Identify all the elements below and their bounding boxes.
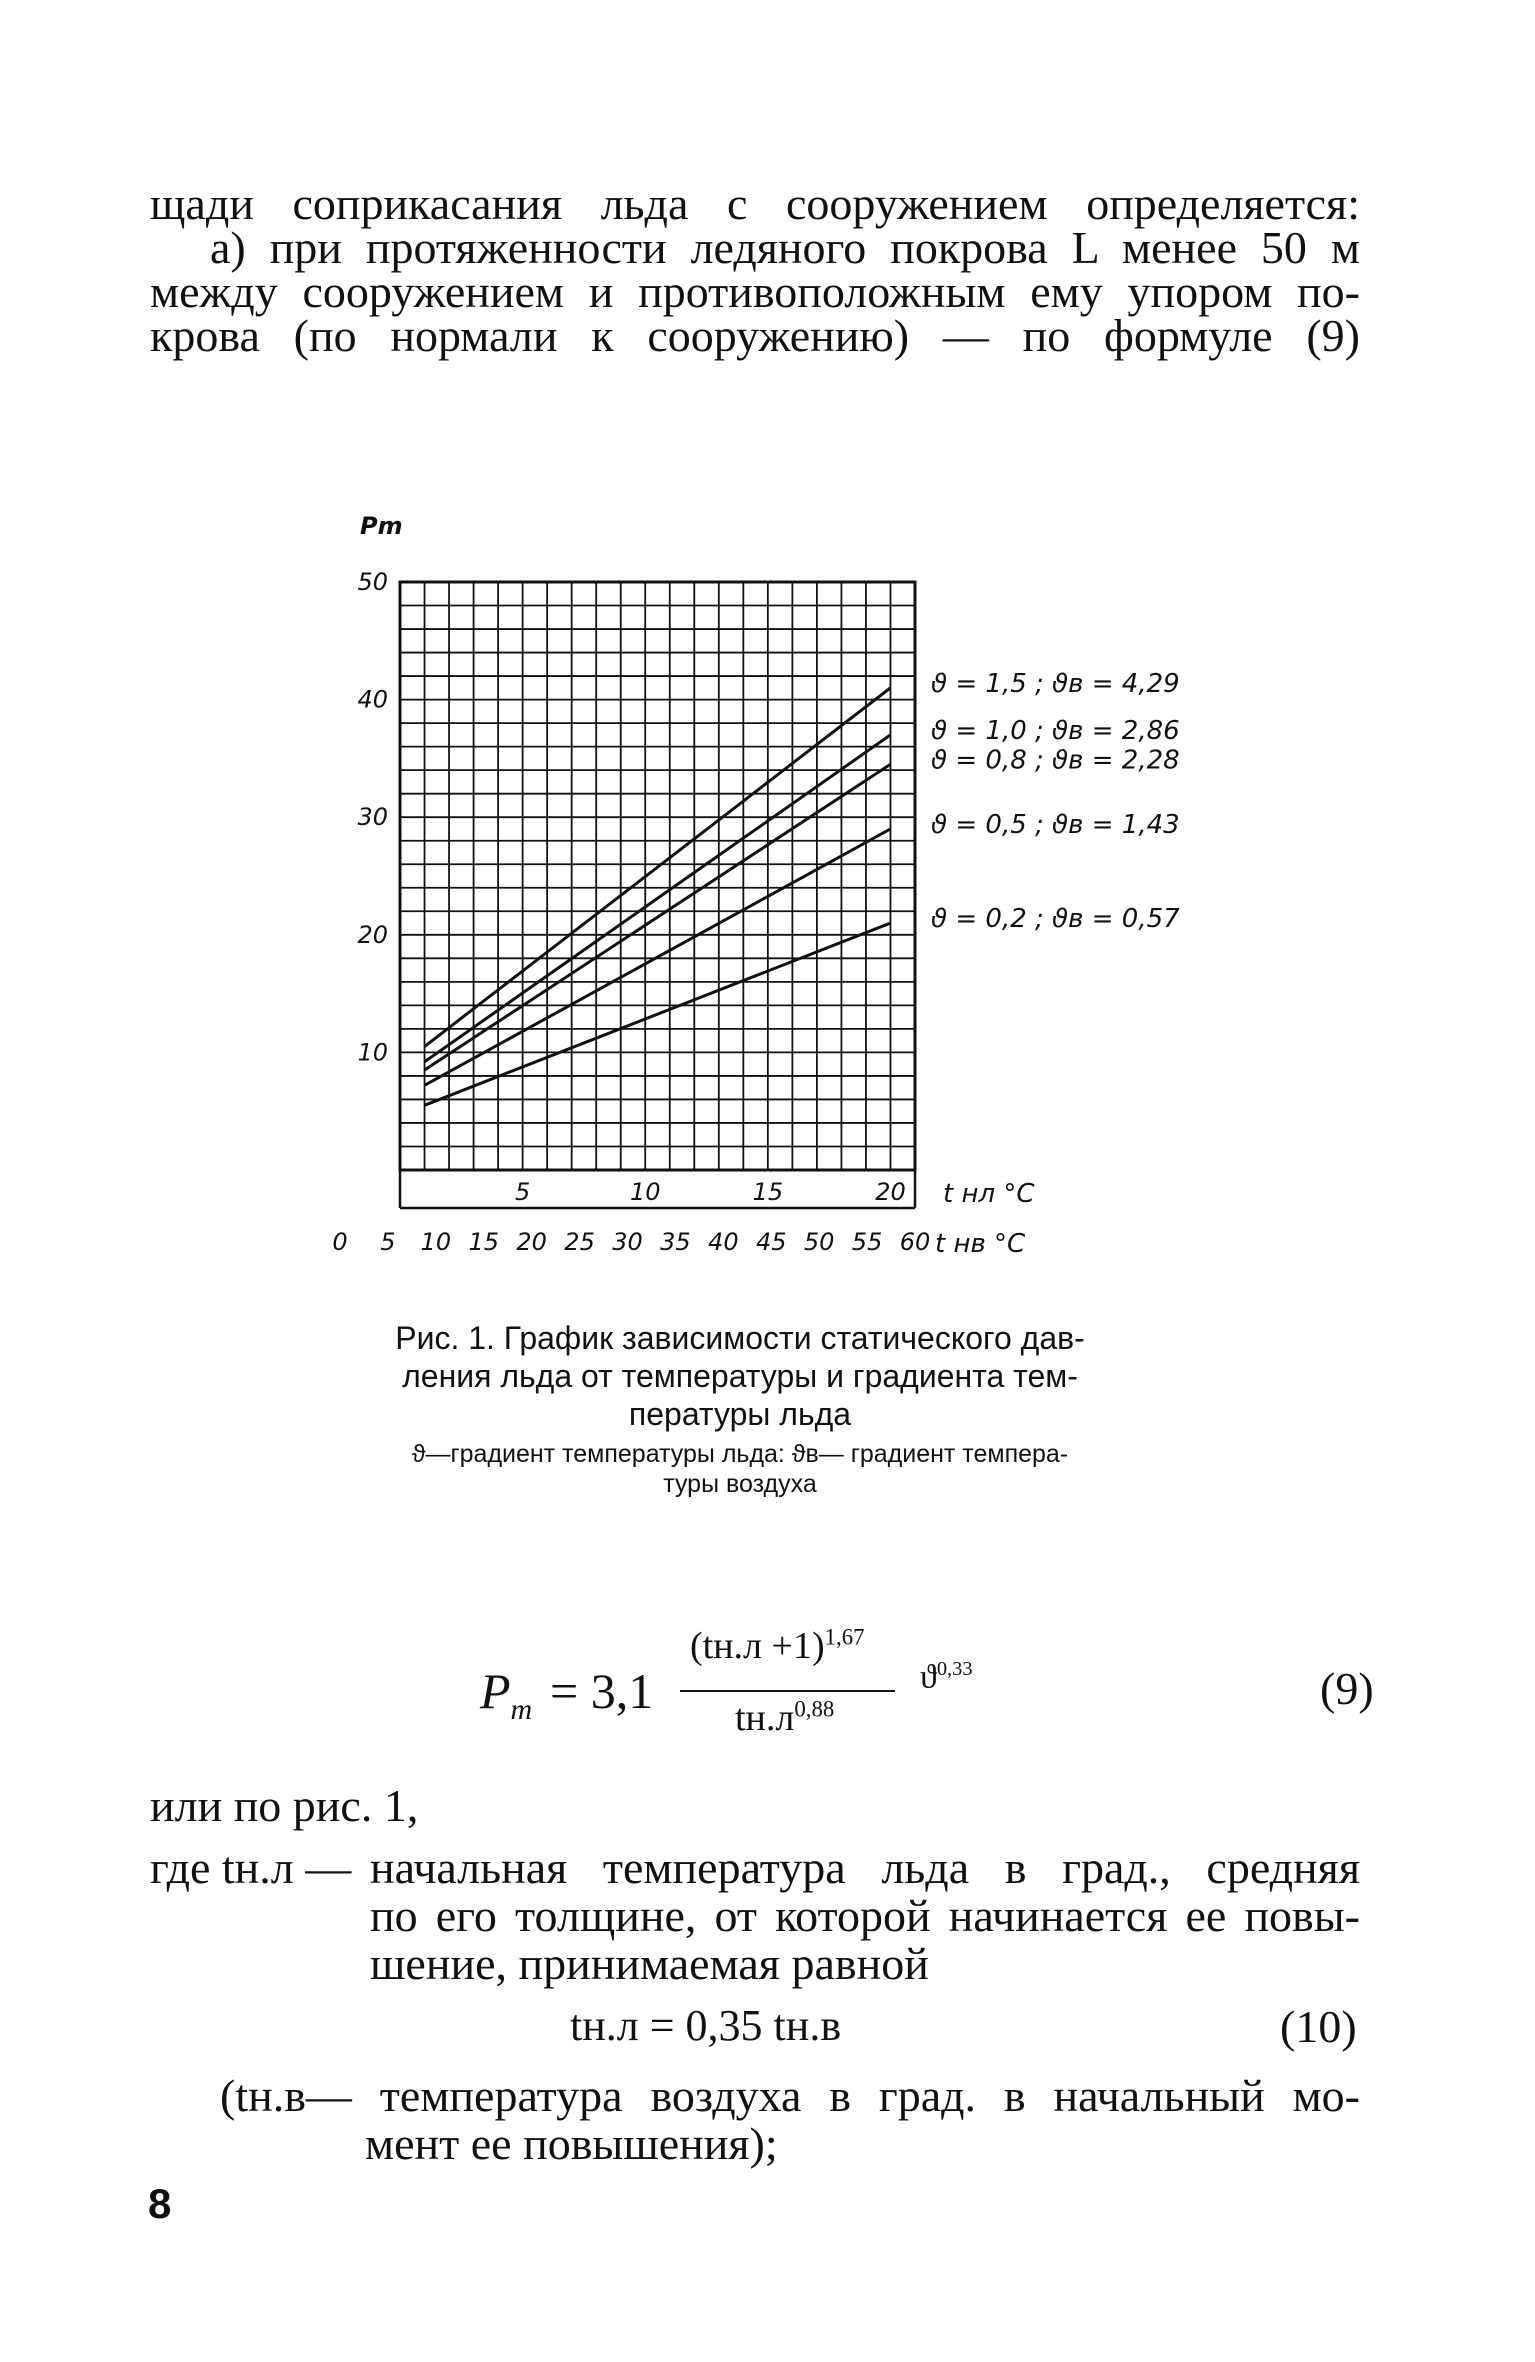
x-tick-label-air: 45 [755, 1228, 787, 1256]
x-axis-label-air: t нв °C [935, 1229, 1026, 1259]
series-label-4: ϑ = 0,5 ; ϑв = 1,43 [931, 809, 1180, 840]
text-def-line-1: начальная температура льда в град., средняя [370, 1842, 1360, 1893]
x-tick-label-air: 5 [380, 1228, 396, 1256]
x-tick-label-ice: 20 [875, 1178, 906, 1206]
formula-9-numerator: $(tн.л +1)^{1,67}$ [690, 1624, 865, 1667]
figure-caption-line-3: пературы льда [628, 1396, 852, 1432]
x-tick-label-ice: 15 [752, 1178, 784, 1206]
x-tick-label-air: 35 [660, 1228, 691, 1256]
x-tick-label-air: 30 [612, 1228, 643, 1256]
figure-1-chart [330, 490, 1180, 1290]
formula-9-fraction-bar [680, 1690, 895, 1692]
series-label-3: ϑ = 0,8 ; ϑв = 2,28 [931, 745, 1180, 776]
x-tick-label-air: 40 [708, 1228, 739, 1256]
series-label-5: ϑ = 0,2 ; ϑв = 0,57 [931, 904, 1180, 935]
chart-grid [400, 582, 915, 1208]
x-tick-label-ice: 5 [514, 1178, 531, 1206]
formula-9-number: (9) [1320, 1663, 1374, 1714]
chart-series [425, 688, 891, 1105]
x-tick-label-ice: 10 [629, 1178, 661, 1206]
formula-9 [480, 1620, 1380, 1760]
x-tick-label-air: 50 [803, 1228, 835, 1256]
figure-caption-line-1: Рис. 1. График зависимости статического дав- [395, 1320, 1085, 1356]
x-axis-label-ice: t нл °C [943, 1179, 1035, 1209]
formula-10-expr: tн.л = 0,35 tн.в [570, 2001, 842, 2050]
x-tick-label-air: 0 [332, 1228, 348, 1256]
formula-9-eq: = 3,1 [550, 1663, 654, 1719]
y-tick-label: 20 [357, 920, 388, 949]
text-line-2: а) при протяженности ледяного покрова L менее 50 м [210, 222, 1360, 273]
text-line-4: крова (по нормали к сооружению) — по формуле (9) [150, 310, 1360, 361]
series-label-1: ϑ = 1,5 ; ϑв = 4,29 [931, 668, 1180, 699]
series-line-3 [425, 764, 891, 1070]
chart-frame [400, 582, 915, 1170]
x-tick-label-air: 25 [564, 1228, 595, 1256]
y-tick-label: 10 [357, 1038, 388, 1067]
formula-9-theta: $ϑ^{0,33}$ [920, 1658, 973, 1696]
formula-9-lhs: $P_m$ [480, 1663, 533, 1726]
x-tick-label-air: 55 [851, 1228, 883, 1256]
text-line-1: щади соприкасания льда с сооружением определяется: [150, 178, 1360, 229]
figure-caption-line-2: ления льда от температуры и градиента тем- [402, 1358, 1078, 1394]
text-def-line-2: по его толщине, от которой начинается ее повы- [370, 1890, 1360, 1941]
x-tick-label-air: 10 [420, 1228, 452, 1256]
y-tick-label: 30 [357, 803, 388, 832]
y-tick-label: 50 [357, 568, 388, 596]
text-line-3: между сооружением и противоположным ему упором по- [150, 266, 1360, 317]
text-def-line-3: шение, принимаемая равной [370, 1938, 929, 1989]
y-axis-label: Pm [360, 512, 403, 540]
text-bottom-line-2: мент ее повышения); [365, 2118, 778, 2169]
series-label-2: ϑ = 1,0 ; ϑв = 2,86 [931, 715, 1180, 746]
text-bottom-line-1: (tн.в— температура воздуха в град. в начальный мо- [220, 2070, 1360, 2121]
figure-note-line-2: туры воздуха [663, 1470, 817, 1498]
text-or-figure: или по рис. 1, [150, 1780, 419, 1831]
page-number: 8 [148, 2180, 172, 2227]
figure-note-line-1: ϑ—градиент температуры льда: ϑв— градиент темпера- [411, 1440, 1069, 1468]
formula-10-number: (10) [1280, 2001, 1357, 2052]
text-where-label: где tн.л — [150, 1842, 352, 1893]
y-tick-label: 40 [357, 685, 388, 714]
x-tick-label-air: 20 [516, 1228, 547, 1256]
formula-10 [570, 2000, 1370, 2060]
x-tick-label-air: 15 [468, 1228, 500, 1256]
x-tick-label-air: 60 [899, 1228, 931, 1256]
chart-svg [330, 490, 1180, 1290]
formula-9-denominator: $tн.л^{0,88}$ [735, 1696, 835, 1739]
